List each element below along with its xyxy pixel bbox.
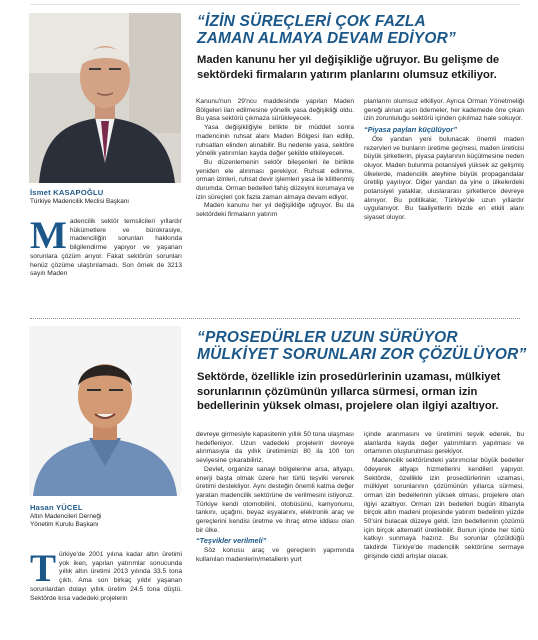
article-divider — [30, 318, 520, 319]
person-title-line-2: Yönetim Kurulu Başkanı — [30, 521, 99, 528]
headline — [197, 329, 527, 363]
drop-cap: T — [30, 547, 57, 590]
intro-paragraph — [30, 214, 182, 279]
drop-cap: M — [30, 214, 67, 257]
body-column-2 — [196, 98, 354, 220]
body-column-2 — [196, 431, 354, 565]
person-title-line-1: Altın Madencileri Derneği — [30, 513, 102, 520]
top-rule — [30, 4, 520, 5]
headline-line-1: “İZİN SÜREÇLERİ ÇOK FAZLA — [197, 13, 426, 30]
headline-line-1: “PROSEDÜRLER UZUN SÜRÜYOR — [197, 329, 458, 346]
lead-paragraph: Sektörde, özellikle izin prosedürlerinin uzaması, mülkiyet sorunlarının çözümünün yıllarca sürmesi, orman izin bedellerinin yüksek olması, projelere olan ilgiyi azaltıyor. — [197, 371, 501, 412]
paragraph: Söz konusu araç ve gereçlerin yapımında kullanılan madenlerin/metallerin yurt — [196, 547, 354, 563]
headline-line-2: ZAMAN ALMAYA DEVAM EDİYOR” — [197, 30, 456, 47]
person-name: Hasan YÜCEL — [30, 503, 83, 512]
paragraph: Maden kanunu her yıl değişikliğe uğruyor. Bu da sektördeki firmaların yatırım — [196, 202, 354, 219]
intro-text: ürkiye'de 2001 yılına kadar altın üretimi yok iken, yapılan yatırımlar sonucunda yıllık altın üretimi 2013 yılında 33.5 tona çıktı. Ama son birkaç yıldır yaşanan sorunlardan dolayı yıllık üretim 24.5 tona düştü. Sektörde kısa vadedeki projelerin — [30, 551, 182, 602]
intro-text: adencilik sektör temsilcileri yıllardır hükümetlere ve bürokrasiye, madenciliğin sorunları hakkında bilgilendirme yapıyor ve yaşanan sorunlara çözüm arıyor. Fakat sektörün sorunları henüz çözüme ulaştırılamadı. Son örnek de 3213 sayılı Maden — [30, 218, 182, 278]
headline-line-2: MÜLKİYET SORUNLARI ZOR ÇÖZÜLÜYOR” — [197, 346, 527, 363]
portrait-hasan-yucel — [29, 326, 181, 496]
person-name: İsmet KASAPOĞLU — [30, 188, 104, 197]
intro-paragraph — [30, 547, 182, 603]
paragraph: Öte yandan yeni bulunacak önemli maden rezervleri ve bunların üretime geçmesi, maden üreticisi büyük şirketlerin, piyasa paylarının küçülmesine neden oluyor. Maden bulunma potansiyeli yüksek az gelişmiş ülkelerde, madencilik aleyhine büyük propagandalar üretilip yayılıyor. Diğer yandan da yine o ülkelerdeki potansiyel yataklar, uluslararası şirketlerce devreye alınıyor. Bu politikalar, Türkiye'de uzun yıllardır uygulanıyor. Bu faaliyetlerin bizde en etkili alanı siyaset oluyor. — [364, 135, 524, 222]
body-column-3 — [364, 98, 524, 223]
lead-paragraph: Maden kanunu her yıl değişikliğe uğruyor. Bu gelişme de sektördeki firmaların yatırım planlarını olumsuz etkiliyor. — [197, 54, 500, 81]
paragraph: Madencilik sektöründeki yatırımcılar büyük bedeller ödeyerek altyapı hizmetlerini kendileri yapıyor. Sektörde, özellikle izin prosedürlerinin uzaması, mülkiyet sorunlarının çözümünün yıllarca sürmesi, orman izin bedellerinin yüksek olması, projelere olan ilgiyi azaltıyor. Orman izin bedelleri bugün itibarıyla birçok altın madeni projesinde yatırım bedelinin yüzde 50'sini bulacak düzeye geldi. İzin bedellerinin çözümü için birçok alternatif üretilebilir. Bunun içinde her türlü katkıyı sunmaya hazırız. Bu sorunlar çözüldüğü takdirde Türkiye'de madencilik sektörüne sermaye girişinde ciddi artışlar olacak. — [364, 457, 524, 560]
paragraph: Yasa değişikliğiyle birlikte bir müddet sonra madencinin ruhsat alanı Maden Bölgesi ilan edilip, ruhsatları elinden alınabilir. Bu nedenle yasa, sektöre yönelik yatırımları kayda değer şekilde etkileyecek. — [196, 124, 354, 158]
paragraph: Bu düzenlemenin sektör bileşenleri ile birlikte yeniden ele alınması gerekiyor. Ruhsat edinme, orman izinleri, ruhsat devir işlemleri yasa ile kilitlenmiş durumda. Orman bedelleri fahiş düzeyini korumaya ve izin süreçleri çok fazla zaman almaya devam ediyor. — [196, 158, 354, 201]
paragraph: devreye girmesiyle kapasitenin yıllık 50 tona ulaşması hedefleniyor. Uzun vadedeki projelerin devreye alınmasıyla da yıllık üretimimizi 80 ila 100 ton seviyesine çıkarabiliriz. — [196, 431, 354, 465]
person-title: Türkiye Madencilik Meclisi Başkanı — [30, 198, 130, 205]
paragraph: Kanunu'nun 29'ncu maddesinde yapılan Maden Bölgeleri ilan edilmesine yönelik yasa değişikliği oldu. Bu yasa sektörü çıkmaza sürükleyecek. — [196, 98, 354, 123]
subheading: “Teşvikler verilmeli” — [196, 536, 267, 546]
headline — [197, 13, 527, 47]
paragraph: planlarını olumsuz etkiliyor. Ayrıca Orman Yönetmeliği gereği alınan aşırı ödemeler, her kademede öne çıkan izin zorunluluğu sektörü içinden çıkılmaz hale sokuyor. — [364, 98, 524, 123]
subheading: “Piyasa payları küçülüyor” — [364, 125, 457, 135]
body-column-3 — [364, 431, 524, 562]
paragraph: Devlet, organize sanayi bölgelerine arsa, altyapı, enerji başta olmak üzere her türlü teşviki vererek üretimi destekliyor. Aynı desteğin önemli katma değer yaratan madencilik sektörüne de verilmesini istiyoruz. Türkiye kendi otomobilini, otobüsünü, kamyonunu, tankını, uçağını, beyaz eşyalarını, elektronik araç ve gereçlerini kendisi üretme ve ihraç etme iddiası olan bir ülke. — [196, 465, 354, 534]
paragraph: içinde aranmasını ve üretimini teşvik ederek, bu alanlarda kayda değer yatırımların yapılması ve ortamının oluşturulması gerekiyor. — [364, 431, 524, 456]
portrait-ismet-kasapoglu — [29, 13, 181, 183]
